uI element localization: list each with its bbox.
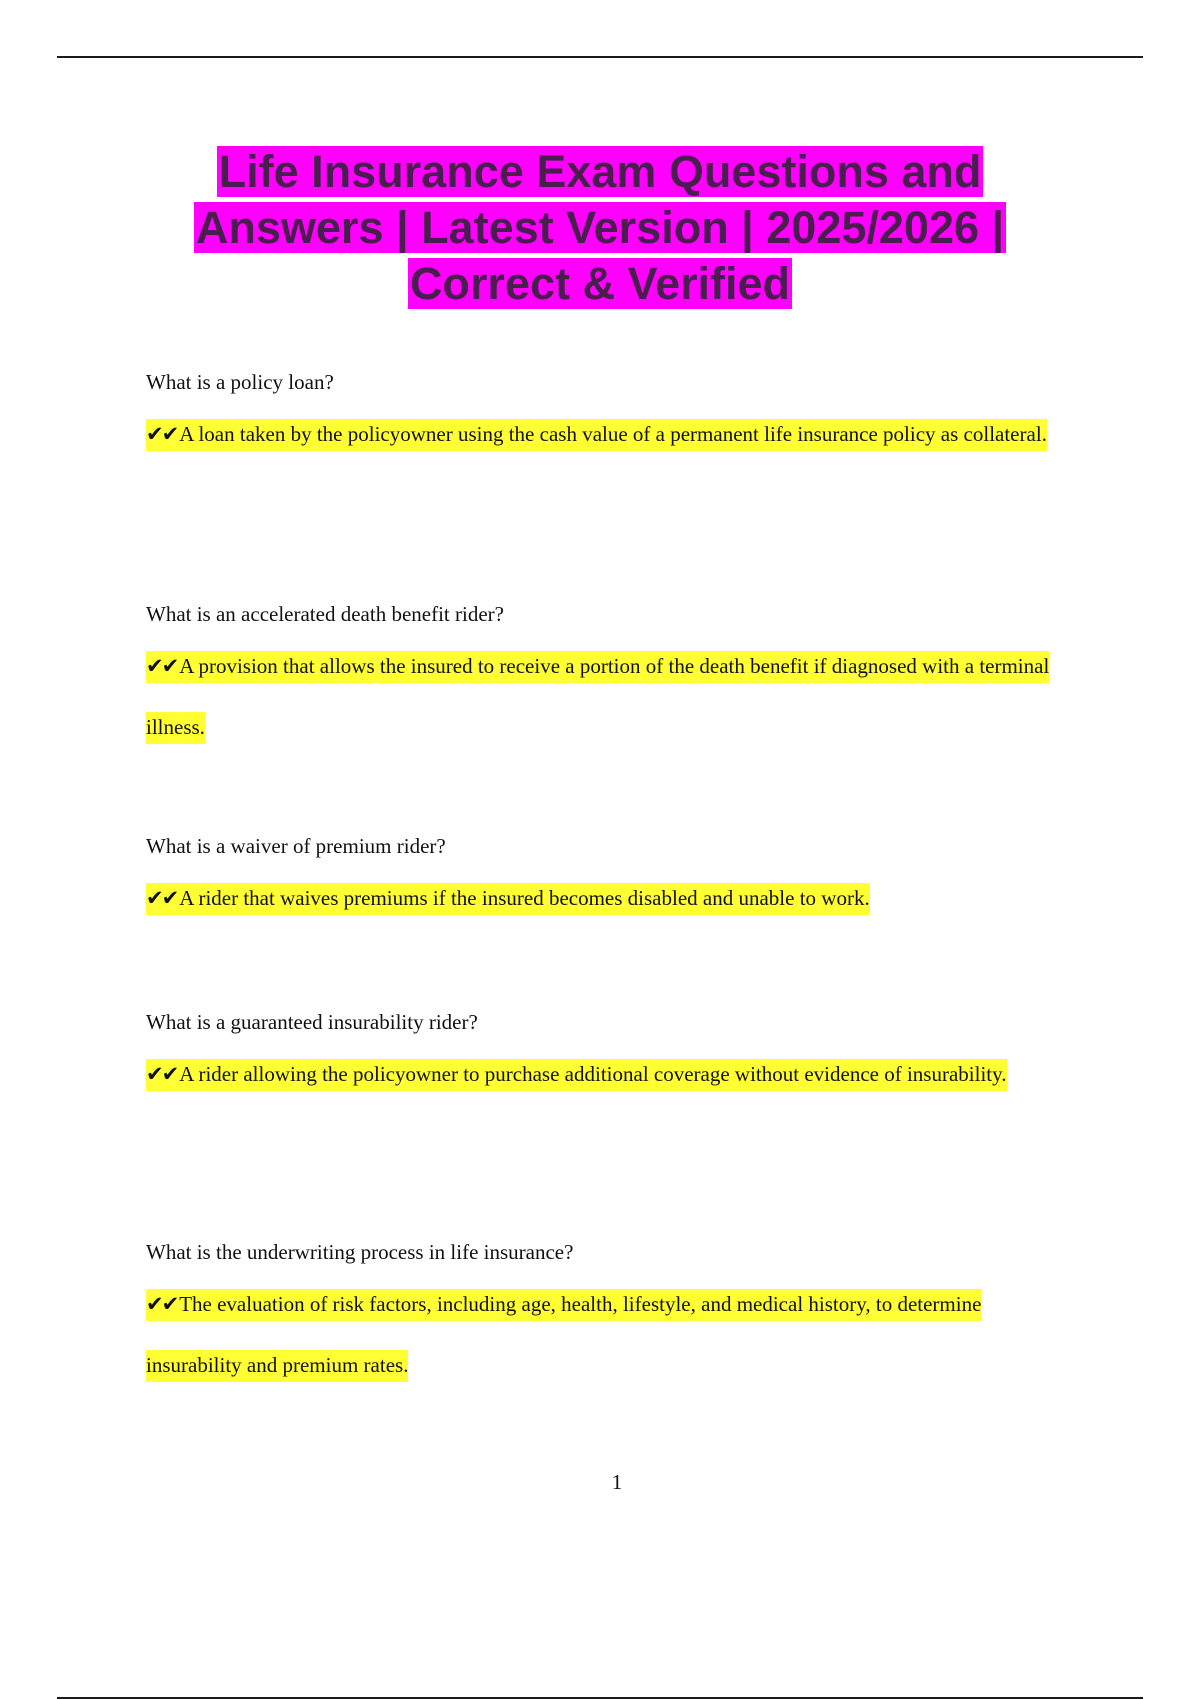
answer-text: A rider allowing the policyowner to purchase additional coverage without evidence of insurability. <box>179 1062 1007 1086</box>
question-text: What is an accelerated death benefit rider? <box>146 602 504 626</box>
double-check-icon: ✔✔ <box>146 1292 178 1316</box>
answer-text: A provision that allows the insured to receive a portion of the death benefit if diagnosed with a terminal illness. <box>146 654 1050 739</box>
top-rule <box>57 56 1143 58</box>
answer-text: The evaluation of risk factors, including age, health, lifestyle, and medical history, to determine insurability and premium rates. <box>146 1292 982 1377</box>
qa-item <box>146 592 1086 824</box>
document-title <box>100 144 1100 312</box>
answer-highlight <box>146 419 1047 451</box>
page-number: 1 <box>611 1470 623 1494</box>
answer-paragraph <box>146 636 1086 758</box>
answer-paragraph <box>146 404 1086 465</box>
qa-item <box>146 360 1086 592</box>
answer-paragraph <box>146 1044 1026 1105</box>
answer-text: A rider that waives premiums if the insured becomes disabled and unable to work. <box>179 886 870 910</box>
question-text: What is a policy loan? <box>146 370 334 394</box>
answer-text: A loan taken by the policyowner using the cash value of a permanent life insurance policy as collateral. <box>179 422 1047 446</box>
question-text: What is a guaranteed insurability rider? <box>146 1010 478 1034</box>
question-text: What is the underwriting process in life insurance? <box>146 1240 574 1264</box>
double-check-icon: ✔✔ <box>146 654 178 678</box>
double-check-icon: ✔✔ <box>146 1062 178 1086</box>
answer-paragraph <box>146 868 1086 929</box>
qa-item <box>146 824 1086 1000</box>
bottom-rule <box>57 1697 1143 1699</box>
qa-item <box>146 1230 1086 1396</box>
title-line-2: Answers | Latest Version | 2025/2026 | <box>195 202 1005 253</box>
question-text: What is a waiver of premium rider? <box>146 834 446 858</box>
qa-list <box>146 360 1086 1396</box>
qa-item <box>146 1000 1086 1230</box>
title-line-1: Life Insurance Exam Questions and <box>218 146 982 197</box>
double-check-icon: ✔✔ <box>146 886 178 910</box>
double-check-icon: ✔✔ <box>146 422 178 446</box>
answer-highlight <box>146 1289 981 1382</box>
answer-highlight <box>146 651 1049 744</box>
title-line-3: Correct & Verified <box>409 258 791 309</box>
answer-highlight <box>146 1059 1007 1091</box>
answer-paragraph <box>146 1274 1026 1396</box>
answer-highlight <box>146 883 870 915</box>
